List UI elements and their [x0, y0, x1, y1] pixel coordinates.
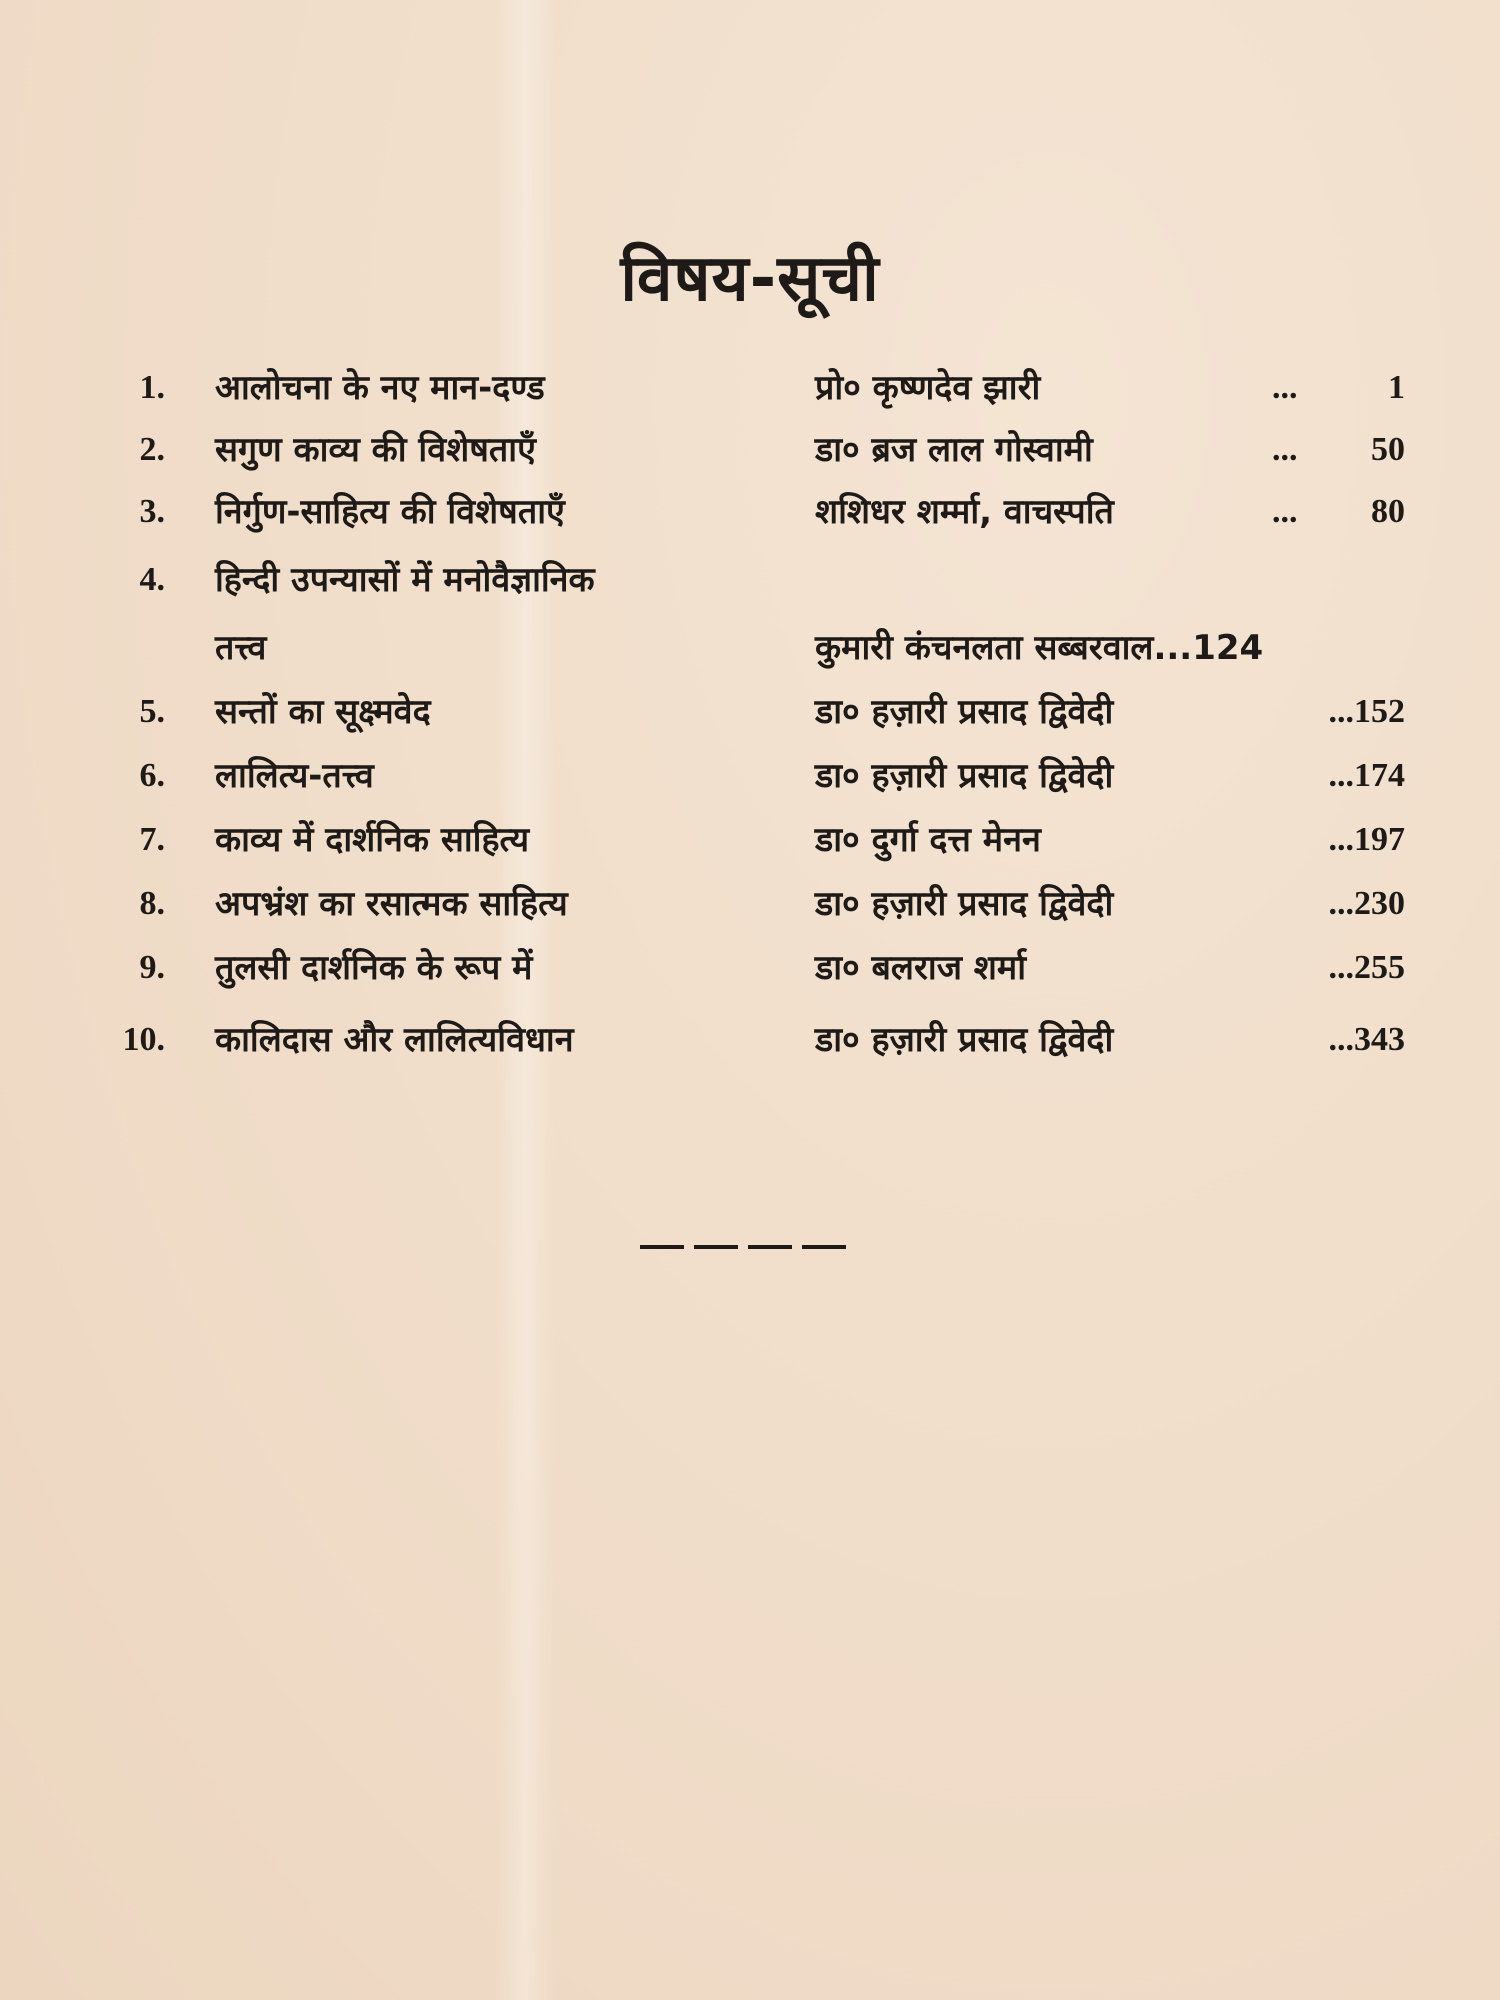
entry-number: 8. [139, 885, 165, 922]
entry-title: अपभ्रंश का रसात्मक साहित्य [215, 884, 568, 924]
entry-number: 7. [139, 821, 165, 858]
entry-title: लालित्य-तत्त्व [215, 756, 374, 796]
entry-number: 9. [139, 949, 165, 986]
toc-entry [0, 484, 1500, 540]
entry-title: तुलसी दार्शनिक के रूप में [215, 948, 533, 988]
entry-page-number: 50 [1371, 431, 1405, 468]
entry-page-number: 1 [1388, 369, 1405, 406]
toc-entry [0, 1012, 1500, 1068]
entry-leader-dots: ... [1272, 493, 1298, 530]
entry-number: 5. [139, 693, 165, 730]
entry-author-and-page: कुमारी कंचनलता सब्बरवाल...124 [815, 628, 1264, 668]
entry-title: आलोचना के नए मान-दण्ड [215, 368, 545, 408]
entry-number: 1. [139, 369, 165, 406]
toc-entry [0, 360, 1500, 416]
entry-title: सन्तों का सूक्ष्मवेद [215, 692, 431, 732]
entry-author: शशिधर शर्म्मा, वाचस्पति [815, 492, 1114, 532]
entry-number: 3. [139, 493, 165, 530]
entry-author: प्रो० कृष्णदेव झारी [815, 368, 1041, 408]
entry-author: डा० हज़ारी प्रसाद द्विवेदी [815, 884, 1114, 924]
toc-entry [0, 748, 1500, 804]
toc-entry [0, 940, 1500, 996]
toc-entry [0, 812, 1500, 868]
entry-title: सगुण काव्य की विशेषताएँ [215, 430, 536, 470]
entry-title-line2: तत्त्व [215, 628, 267, 668]
entry-page-number: ...255 [1328, 949, 1405, 986]
entry-author: डा० दुर्गा दत्त मेनन [815, 820, 1041, 860]
entry-number: 10. [122, 1021, 165, 1058]
entry-title: कालिदास और लालित्यविधान [215, 1020, 574, 1060]
entry-author: डा० बलराज शर्मा [815, 948, 1027, 988]
toc-entry [0, 422, 1500, 478]
entry-page-number: ...174 [1328, 757, 1405, 794]
entry-number: 4. [139, 561, 165, 598]
entry-leader-dots: ... [1272, 369, 1298, 406]
entry-page-number: ...152 [1328, 693, 1405, 730]
entry-title: हिन्दी उपन्यासों में मनोवैज्ञानिक [215, 560, 595, 600]
entry-page-number: 80 [1371, 493, 1405, 530]
entry-page-number: ...343 [1328, 1021, 1405, 1058]
entry-number: 6. [139, 757, 165, 794]
dashed-divider [640, 1245, 855, 1249]
entry-title: निर्गुण-साहित्य की विशेषताएँ [215, 492, 565, 532]
entry-leader-dots: ... [1272, 431, 1298, 468]
entry-page-number: ...197 [1328, 821, 1405, 858]
toc-entry [0, 552, 1500, 608]
entry-title: काव्य में दार्शनिक साहित्य [215, 820, 530, 860]
entry-page-number: ...230 [1328, 885, 1405, 922]
entry-author: डा० ब्रज लाल गोस्वामी [815, 430, 1093, 470]
toc-entry [0, 876, 1500, 932]
entry-author: डा० हज़ारी प्रसाद द्विवेदी [815, 756, 1114, 796]
toc-entry-continuation [0, 620, 1500, 676]
page-title: विषय-सूची [620, 242, 880, 316]
toc-entry [0, 684, 1500, 740]
entry-author: डा० हज़ारी प्रसाद द्विवेदी [815, 692, 1114, 732]
entry-author: डा० हज़ारी प्रसाद द्विवेदी [815, 1020, 1114, 1060]
entry-number: 2. [139, 431, 165, 468]
